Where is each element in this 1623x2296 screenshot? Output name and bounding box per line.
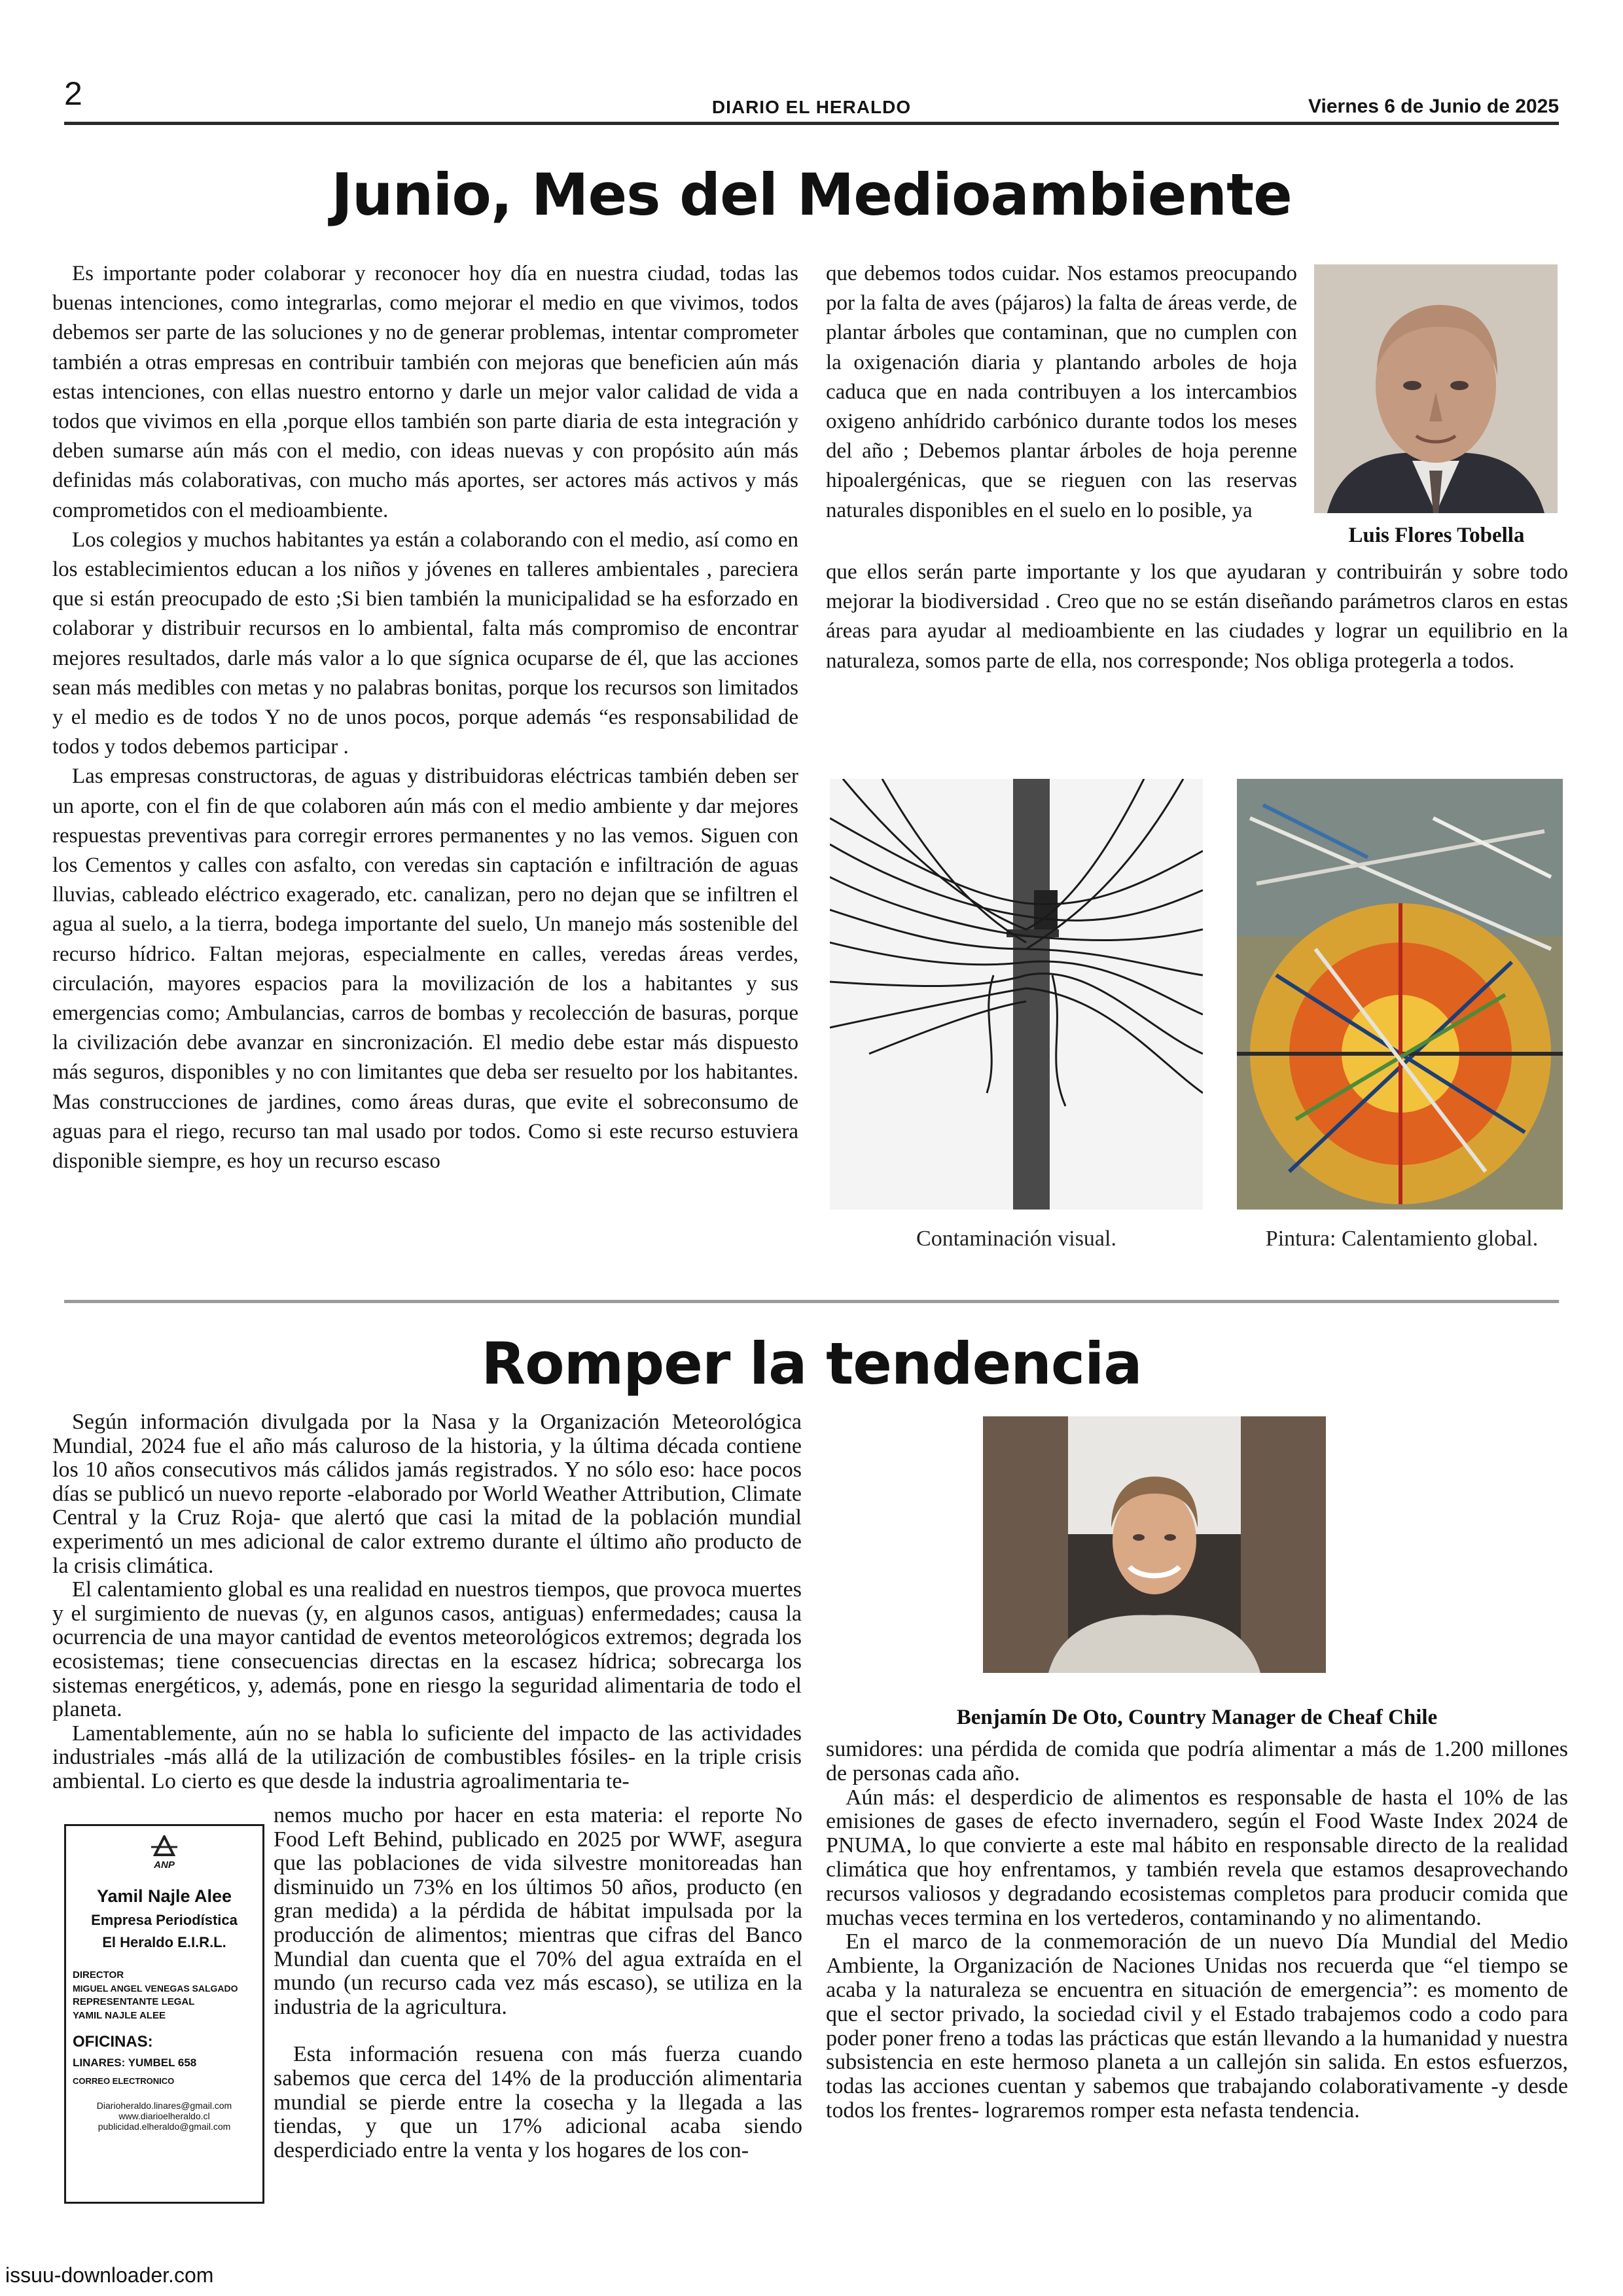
portrait-illustration [983,1416,1326,1673]
article-1-title: Junio, Mes del Medioambiente [331,161,1292,228]
author-caption-benjamin-de-oto: Benjamín De Oto, Country Manager de Cheaf Chile [956,1706,1438,1729]
author-photo-benjamin-de-oto [983,1416,1326,1673]
email-1: Diarioheraldo.linares@gmail.com [96,2100,232,2111]
issue-date: Viernes 6 de Junio de 2025 [1308,96,1559,117]
article-2-paragraph: nemos mucho por hacer en esta materia: el reporte No Food Left Behind, publicado en 2025 por WWF, asegura que las poblaciones de vida silvestre monitoreadas han disminuido un 73% en los últimos 50 años, producto (en gran medida) a la pérdida de hábitat impulsada por la producción de alimentos; mientras que cifras del Banco Mundial dan cuenta que el 70% del agua extraída en el mundo (un recurso cada vez más escaso), se utiliza en la industria de la agricultura. [274,1803,802,2019]
legal-label: REPRESENTANTE LEGAL [73,1996,195,2007]
article-1-column-left [52,259,798,1176]
article-2-column-left [52,1410,802,1794]
offices-value: LINARES: YUMBEL 658 [73,2056,197,2069]
portrait-illustration [1314,264,1558,513]
author-caption-luis-flores: Luis Flores Tobella [1348,524,1525,547]
website: www.diarioelheraldo.cl [118,2111,210,2121]
publisher-name: Yamil Najle Alee [96,1886,232,1906]
director-label: DIRECTOR [73,1969,124,1981]
email-label: CORREO ELECTRONICO [73,2076,175,2086]
article-1-column-right-bottom [826,558,1568,676]
anp-logo [73,1835,256,1873]
photo-painting [1237,779,1563,1210]
publisher-company-1: Empresa Periodística [91,1912,238,1928]
email-2: publicidad.elheraldo@gmail.com [98,2121,231,2132]
caption-visual-pollution: Contaminación visual. [916,1227,1116,1251]
publisher-company-2: El Heraldo E.I.R.L. [102,1934,226,1950]
header-rule [64,122,1559,125]
director-name: MIGUEL ANGEL VENEGAS SALGADO [73,1983,238,1994]
author-photo-luis-flores [1314,264,1558,513]
article-1-paragraph: Los colegios y muchos habitantes ya están a colaborando con el medio, así como en los establecimientos educan a los niños y jóvenes en talleres ambientales , pareciera que si están preocupado de esto ;Si bien también la municipalidad se ha esforzado en colaborar y distribuir recursos en lo ambiental, falta más compromiso de encontrar mejores resultados, darle más valor a lo que sígnica ocuparse de él, que las acciones sean más medibles con metas y no palabras bonitas, porque los recursos son limitados y el medio es de todos Y no de unos pocos, porque además “es responsabilidad de todos y todos debemos participar . [52,528,798,759]
publisher-box [64,1824,264,2204]
article-1-paragraph: Es importante poder colaborar y reconocer hoy día en nuestra ciudad, todas las buenas intenciones, como integrarlas, como mejorar el medio en que vivimos, todos debemos ser parte de las soluciones y no de generar problemas, intentar comprometer también a otras empresas en contribuir también con mejoras que beneficien aún más estas intenciones, con ellas nuestro entorno y darle un mejor valor calidad de vida a todos que vivimos en ella ,porque ellos también son parte diaria de esta integración y deben sumarse aún más con el medio, con ideas nuevas y con propósito aún más definidas más colaborativas, con mucho más aportes, ser actores más activos y más comprometidos con el medioambiente. [52,262,798,522]
article-2-paragraph: Aún más: el desperdicio de alimentos es responsable de hasta el 10% de las emisiones de gases de efecto invernadero, según el Food Waste Index 2024 de PNUMA, lo que convierte a este mal hábito en responsable directo de la realidad climática que hoy enfrentamos, y también revela que estamos desaprovechando recursos valiosos y degradando ecosistemas completos para producir comida que muchas veces termina en los vertederos, contaminando y no alimentando. [826,1785,1568,1930]
article-2-column-right [826,1738,1568,2123]
article-1-paragraph: que ellos serán parte importante y los que ayudaran y contribuirán y sobre todo mejorar la biodiversidad . Creo que no se están diseñando parámetros claros en estas áreas para ayudar al medioambiente en las ciudades y lograr un equilibrio en la naturaleza, somos parte de ella, nos corresponde; Nos obliga protegerla a todos. [826,560,1568,673]
legal-name: YAMIL NAJLE ALEE [73,2010,166,2021]
section-divider [64,1300,1559,1303]
article-1-column-right-top [826,259,1297,526]
offices-label: OFICINAS: [73,2033,153,2051]
article-2-paragraph: En el marco de la conmemoración de un nuevo Día Mundial del Medio Ambiente, la Organización de Naciones Unidas nos recuerda que “el tiempo se acaba y la naturaleza se encuentra en situación de emergencia”: es momento de que el sector privado, la sociedad civil y el Estado trabajemos codo a codo para poder poner freno a todas las prácticas que están llevando a la humanidad y nuestra subsistencia en este hermoso planeta a un callejón sin salida. En estos esfuerzos, todas las acciones cuentan y sabemos que trabajando colaborativamente -y desde todos los frentes- lograremos romper esta nefasta tendencia. [826,1929,1568,2123]
article-2-paragraph: Esta información resuena con más fuerza cuando sabemos que cerca del 14% de la producción alimentaria mundial se pierde entre la cosecha y la llegada a las tiendas, y que un 17% adicional acaba siendo desperdiciado entre la venta y los hogares de los con- [274,2042,802,2162]
article-1-paragraph: que debemos todos cuidar. Nos estamos preocupando por la falta de aves (pájaros) la falta de áreas verde, de plantar árboles que contaminan, que no cumplen con la oxigenación diaria y plantando arboles de hoja caduca que en nada contribuyen a los intercambios oxigeno anhídrido carbónico durante todos los meses del año ; Debemos plantar árboles de hoja perenne hipoalergénicas, que se rieguen con las reservas naturales disponibles en el suelo en lo posible, ya [826,262,1297,522]
anp-logo-icon [145,1835,184,1861]
article-2-paragraph: sumidores: una pérdida de comida que podría alimentar a más de 1.200 millones de personas cada año. [826,1737,1568,1785]
watermark: issuu-downloader.com [5,2263,214,2287]
photo-power-lines [830,779,1203,1210]
masthead: DIARIO EL HERALDO [711,97,912,117]
article-2-paragraph: El calentamiento global es una realidad en nuestros tiempos, que provoca muertes y el surgimiento de nuevas (y, en algunos casos, antiguas) enfermedades; causa la ocurrencia de una mayor cantidad de eventos meteorológicos extremos; degrada los ecosistemas; tiene consecuencias directas en la escasez hídrica; sobrecarga los sistemas energéticos, y, además, pone en riesgo la seguridad alimentaria de todo el planeta. [52,1577,802,1722]
article-2-paragraph: Lamentablemente, aún no se habla lo suficiente del impacto de las actividades industriales -más allá de la utilización de combustibles fósiles- en la triple crisis ambiental. Lo cierto es que desde la industria agroalimentaria te- [52,1721,802,1793]
power-lines-illustration [830,779,1203,1210]
caption-painting: Pintura: Calentamiento global. [1265,1227,1539,1251]
article-2-column-narrow [274,1804,802,2162]
article-2-title: Romper la tendencia [481,1330,1142,1397]
article-1-paragraph: Las empresas constructoras, de aguas y distribuidoras eléctricas también deben ser un aporte, con el fin de que colaboren aún más con el medio ambiente y dar mejores respuestas preventivas para corregir errores permanentes y no las vemos. Siguen con los Cementos y calles con asfalto, con veredas sin captación e infiltración de aguas lluvias, cableado eléctrico exagerado, etc. canalizan, pero no dejan que se infiltren el agua al suelo, a la tierra, bodega importante del suelo, Un manejo más sostenible del recurso hídrico. Faltan mejoras, especialmente en calles, veredas áreas verdes, circulación, mayores espacios para la movilización de los a habitantes y sus emergencias como; Ambulancias, carros de bombas y recolección de basuras, porque la civilización debe avanzar en sincronización. El medio debe estar más dispuesto más seguros, disponibles y no con limitantes que deba ser resuelto por los habitantes. Mas construcciones de jardines, como áreas duras, que evite el sobreconsumo de aguas para el riego, recurso tan mal usado por todos. Como si este recurso estuviera disponible siempre, es hoy un recurso escaso [52,764,798,1174]
painting-illustration [1237,779,1563,1210]
page-number: 2 [64,75,82,112]
article-2-paragraph: Según información divulgada por la Nasa y la Organización Meteorológica Mundial, 2024 fue el año más caluroso de la historia, y la última década contiene los 10 años consecutivos más cálidos jamás registrados. Y no sólo eso: hace pocos días se publicó un nuevo reporte -elaborado por World Weather Attribution, Climate Central y la Cruz Roja- que alertó que casi la mitad de la población mundial experimentó un mes adicional de calor extremo durante el último año producto de la crisis climática. [52,1410,802,1578]
anp-logo-text: ANP [154,1859,175,1871]
